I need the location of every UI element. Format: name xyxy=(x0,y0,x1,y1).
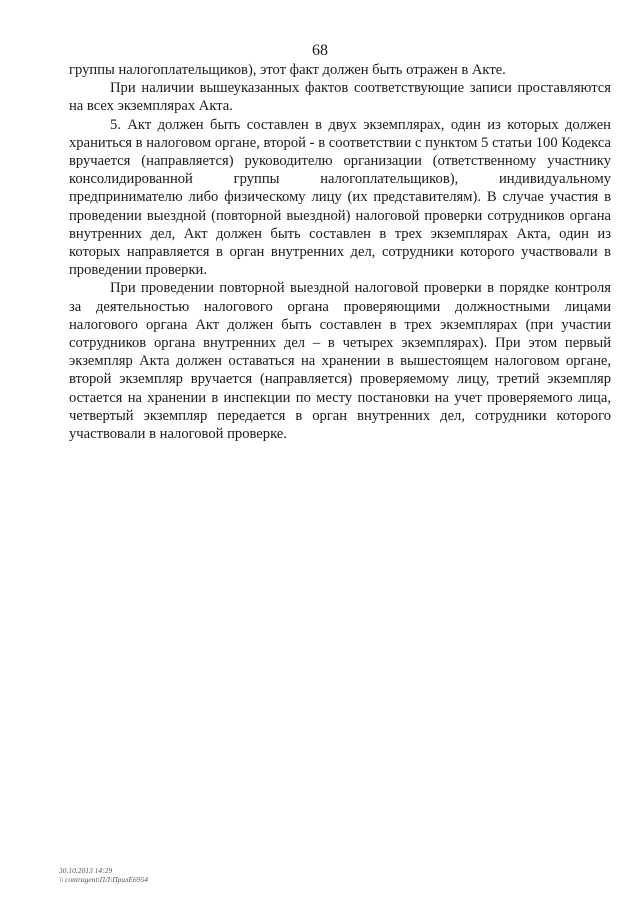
document-body xyxy=(69,61,611,443)
paragraph-1: группы налогоплательщиков), этот факт должен быть отражен в Акте. xyxy=(69,62,506,78)
paragraph-3: 5. Акт должен быть составлен в двух экземплярах, один из которых должен храниться в налоговом органе, второй - в соответствии с пунктом 5 статьи 100 Кодекса вручается (направляется) руководителю организации (ответственному участнику консолидированной группы налогоплательщиков), индивидуальному предпринимателю либо физическому лицу (их представителям). В случае участия в проведении выездной (повторной выездной) налоговой проверки сотрудников органа внутренних дел, Акт должен быть составлен в трех экземплярах Акта, один из которых направляется в орган внутренних дел, сотрудники которого участвовали в проведении проверки. xyxy=(69,116,611,279)
footer-timestamp: 30.10.2013 14:29 xyxy=(59,866,113,875)
file-stamp-footer xyxy=(59,866,148,884)
paragraph-2: При наличии вышеуказанных фактов соответствующие записи проставляются на всех экземплярах Акта. xyxy=(69,80,611,115)
paragraph-4: При проведении повторной выездной налоговой проверки в порядке контроля за деятельностью налогового органа проверяющими должностными лицами налогового органа Акт должен быть составлен в трех экземплярах (при участии сотрудников органа внутренних дел – в четырех экземплярах). При этом первый экземпляр Акта должен оставаться на хранении в вышестоящем налоговом органе, второй экземпляр вручается (направляется) проверяемому лицу, третий экземпляр остается на хранении в инспекции по месту постановки на учет проверяемого лица, четвертый экземпляр передается в орган внутренних дел, сотрудники которого участвовали в налоговой проверке. xyxy=(69,280,611,443)
footer-file-path: \\ contragent\ПЛ\ПрилЕ6954 xyxy=(59,875,148,884)
page-number: 68 xyxy=(312,42,328,59)
